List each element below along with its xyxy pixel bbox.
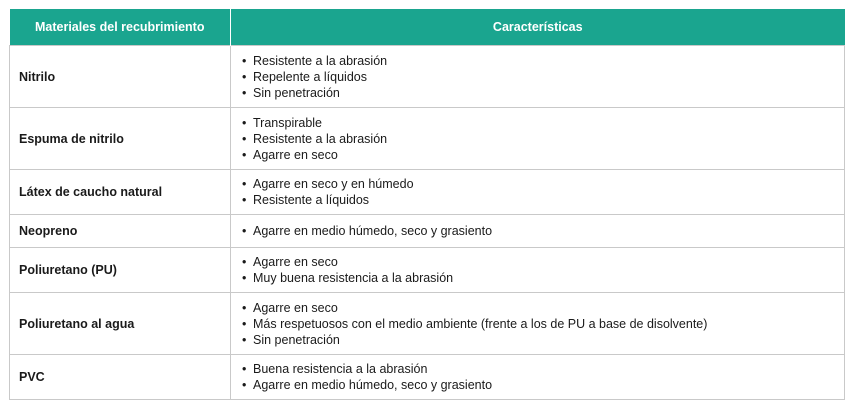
table-row xyxy=(10,215,845,248)
feature-item: • Agarre en seco y en húmedo xyxy=(242,176,844,192)
material-name: Poliuretano (PU) xyxy=(10,248,231,293)
feature-item: • Resistente a la abrasión xyxy=(242,131,844,147)
feature-item: • Resistente a líquidos xyxy=(242,192,844,208)
feature-list xyxy=(242,361,844,393)
table-row xyxy=(10,46,845,108)
characteristics-cell xyxy=(231,248,845,293)
coating-materials-table-wrapper xyxy=(9,9,844,400)
characteristics-cell xyxy=(231,108,845,170)
feature-list xyxy=(242,223,844,239)
feature-item: • Sin penetración xyxy=(242,85,844,101)
feature-item: • Agarre en seco xyxy=(242,300,844,316)
characteristics-cell xyxy=(231,215,845,248)
characteristics-cell xyxy=(231,170,845,215)
table-row xyxy=(10,293,845,355)
feature-item: • Buena resistencia a la abrasión xyxy=(242,361,844,377)
header-characteristics: Características xyxy=(231,9,845,46)
feature-item: • Repelente a líquidos xyxy=(242,69,844,85)
table-row xyxy=(10,108,845,170)
material-name: Nitrilo xyxy=(10,46,231,108)
feature-list xyxy=(242,176,844,208)
coating-materials-table xyxy=(9,9,845,400)
feature-list xyxy=(242,254,844,286)
feature-list xyxy=(242,115,844,163)
feature-list xyxy=(242,53,844,101)
table-row xyxy=(10,170,845,215)
feature-item: • Agarre en medio húmedo, seco y grasiento xyxy=(242,377,844,393)
feature-item: • Sin penetración xyxy=(242,332,844,348)
characteristics-cell xyxy=(231,46,845,108)
feature-item: • Agarre en medio húmedo, seco y grasiento xyxy=(242,223,844,239)
material-name: PVC xyxy=(10,355,231,400)
feature-item: • Muy buena resistencia a la abrasión xyxy=(242,270,844,286)
feature-item: • Transpirable xyxy=(242,115,844,131)
table-row xyxy=(10,248,845,293)
feature-item: • Agarre en seco xyxy=(242,254,844,270)
feature-item: • Más respetuosos con el medio ambiente (frente a los de PU a base de disolvente) xyxy=(242,316,844,332)
characteristics-cell xyxy=(231,355,845,400)
table-header xyxy=(10,9,845,46)
table-row xyxy=(10,355,845,400)
header-row xyxy=(10,9,845,46)
feature-item: • Agarre en seco xyxy=(242,147,844,163)
material-name: Poliuretano al agua xyxy=(10,293,231,355)
material-name: Neopreno xyxy=(10,215,231,248)
feature-item: • Resistente a la abrasión xyxy=(242,53,844,69)
feature-list xyxy=(242,300,844,348)
header-materials: Materiales del recubrimiento xyxy=(10,9,231,46)
table-body xyxy=(10,46,845,400)
characteristics-cell xyxy=(231,293,845,355)
material-name: Látex de caucho natural xyxy=(10,170,231,215)
material-name: Espuma de nitrilo xyxy=(10,108,231,170)
